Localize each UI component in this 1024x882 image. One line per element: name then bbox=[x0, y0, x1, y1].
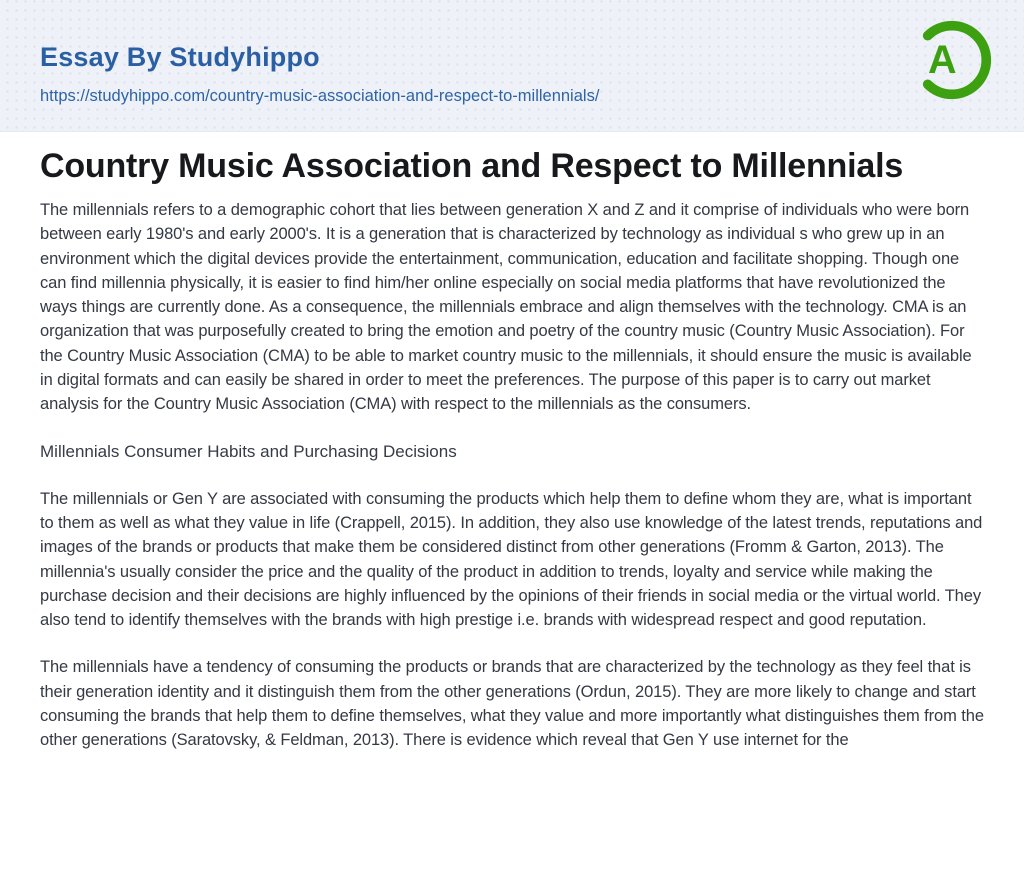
site-header bbox=[0, 0, 1024, 132]
header-text-block bbox=[40, 42, 599, 106]
intro-paragraph: The millennials refers to a demographic cohort that lies between generation X and Z and it comprise of individuals who were born between early 1980's and early 2000's. It is a generation that is characterized by technology as individual s who grew up in an environment which the digital devices provide the entertainment, communication, education and facilitate shopping. Though one can find millennia physically, it is easier to find him/her online especially on social media platforms that have revolutionized the ways things are currently done. As a consequence, the millennials embrace and align themselves with the technology. CMA is an organization that was purposefully created to bring the emotion and poetry of the country music (Country Music Association). For the Country Music Association (CMA) to be able to market country music to the millennials, it should ensure the music is available in digital formats and can easily be shared in order to meet the preferences. The purpose of this paper is to carry out market analysis for the Country Music Association (CMA) with respect to the millennials as the consumers. bbox=[40, 201, 972, 414]
essay-title: Country Music Association and Respect to Millennials bbox=[40, 147, 904, 185]
body-paragraph-2: The millennials have a tendency of consuming the products or brands that are characterized by the technology as they feel that is their generation identity and it distinguish them from the other generations (Ordun, 2015). They are more likely to change and start consuming the brands that help them to define themselves, what they value and more importantly what distinguishes them from the other generations (Saratovsky, & Feldman, 2013). There is evidence which reveal that Gen Y use internet for the bbox=[40, 658, 984, 750]
essay-content bbox=[0, 132, 1024, 753]
studyhippo-logo-icon bbox=[908, 16, 996, 104]
section-heading: Millennials Consumer Habits and Purchasing Decisions bbox=[40, 441, 457, 461]
site-title: Essay By Studyhippo bbox=[40, 42, 320, 72]
essay-url-link[interactable]: https://studyhippo.com/country-music-association-and-respect-to-millennials/ bbox=[40, 87, 600, 105]
logo-letter: A bbox=[928, 38, 957, 83]
body-paragraph-1: The millennials or Gen Y are associated with consuming the products which help them to define whom they are, what is important to them as well as what they value in life (Crappell, 2015). In addition, they also use knowledge of the latest trends, reputations and images of the brands or products that make them be considered distinct from other generations (Fromm & Garton, 2013). The millennia's usually consider the price and the quality of the product in addition to trends, loyalty and service while making the purchase decision and their decisions are highly influenced by the opinions of their friends in social media or the virtual world. They also tend to identify themselves with the brands with high prestige i.e. brands with widespread respect and good reputation. bbox=[40, 489, 983, 630]
